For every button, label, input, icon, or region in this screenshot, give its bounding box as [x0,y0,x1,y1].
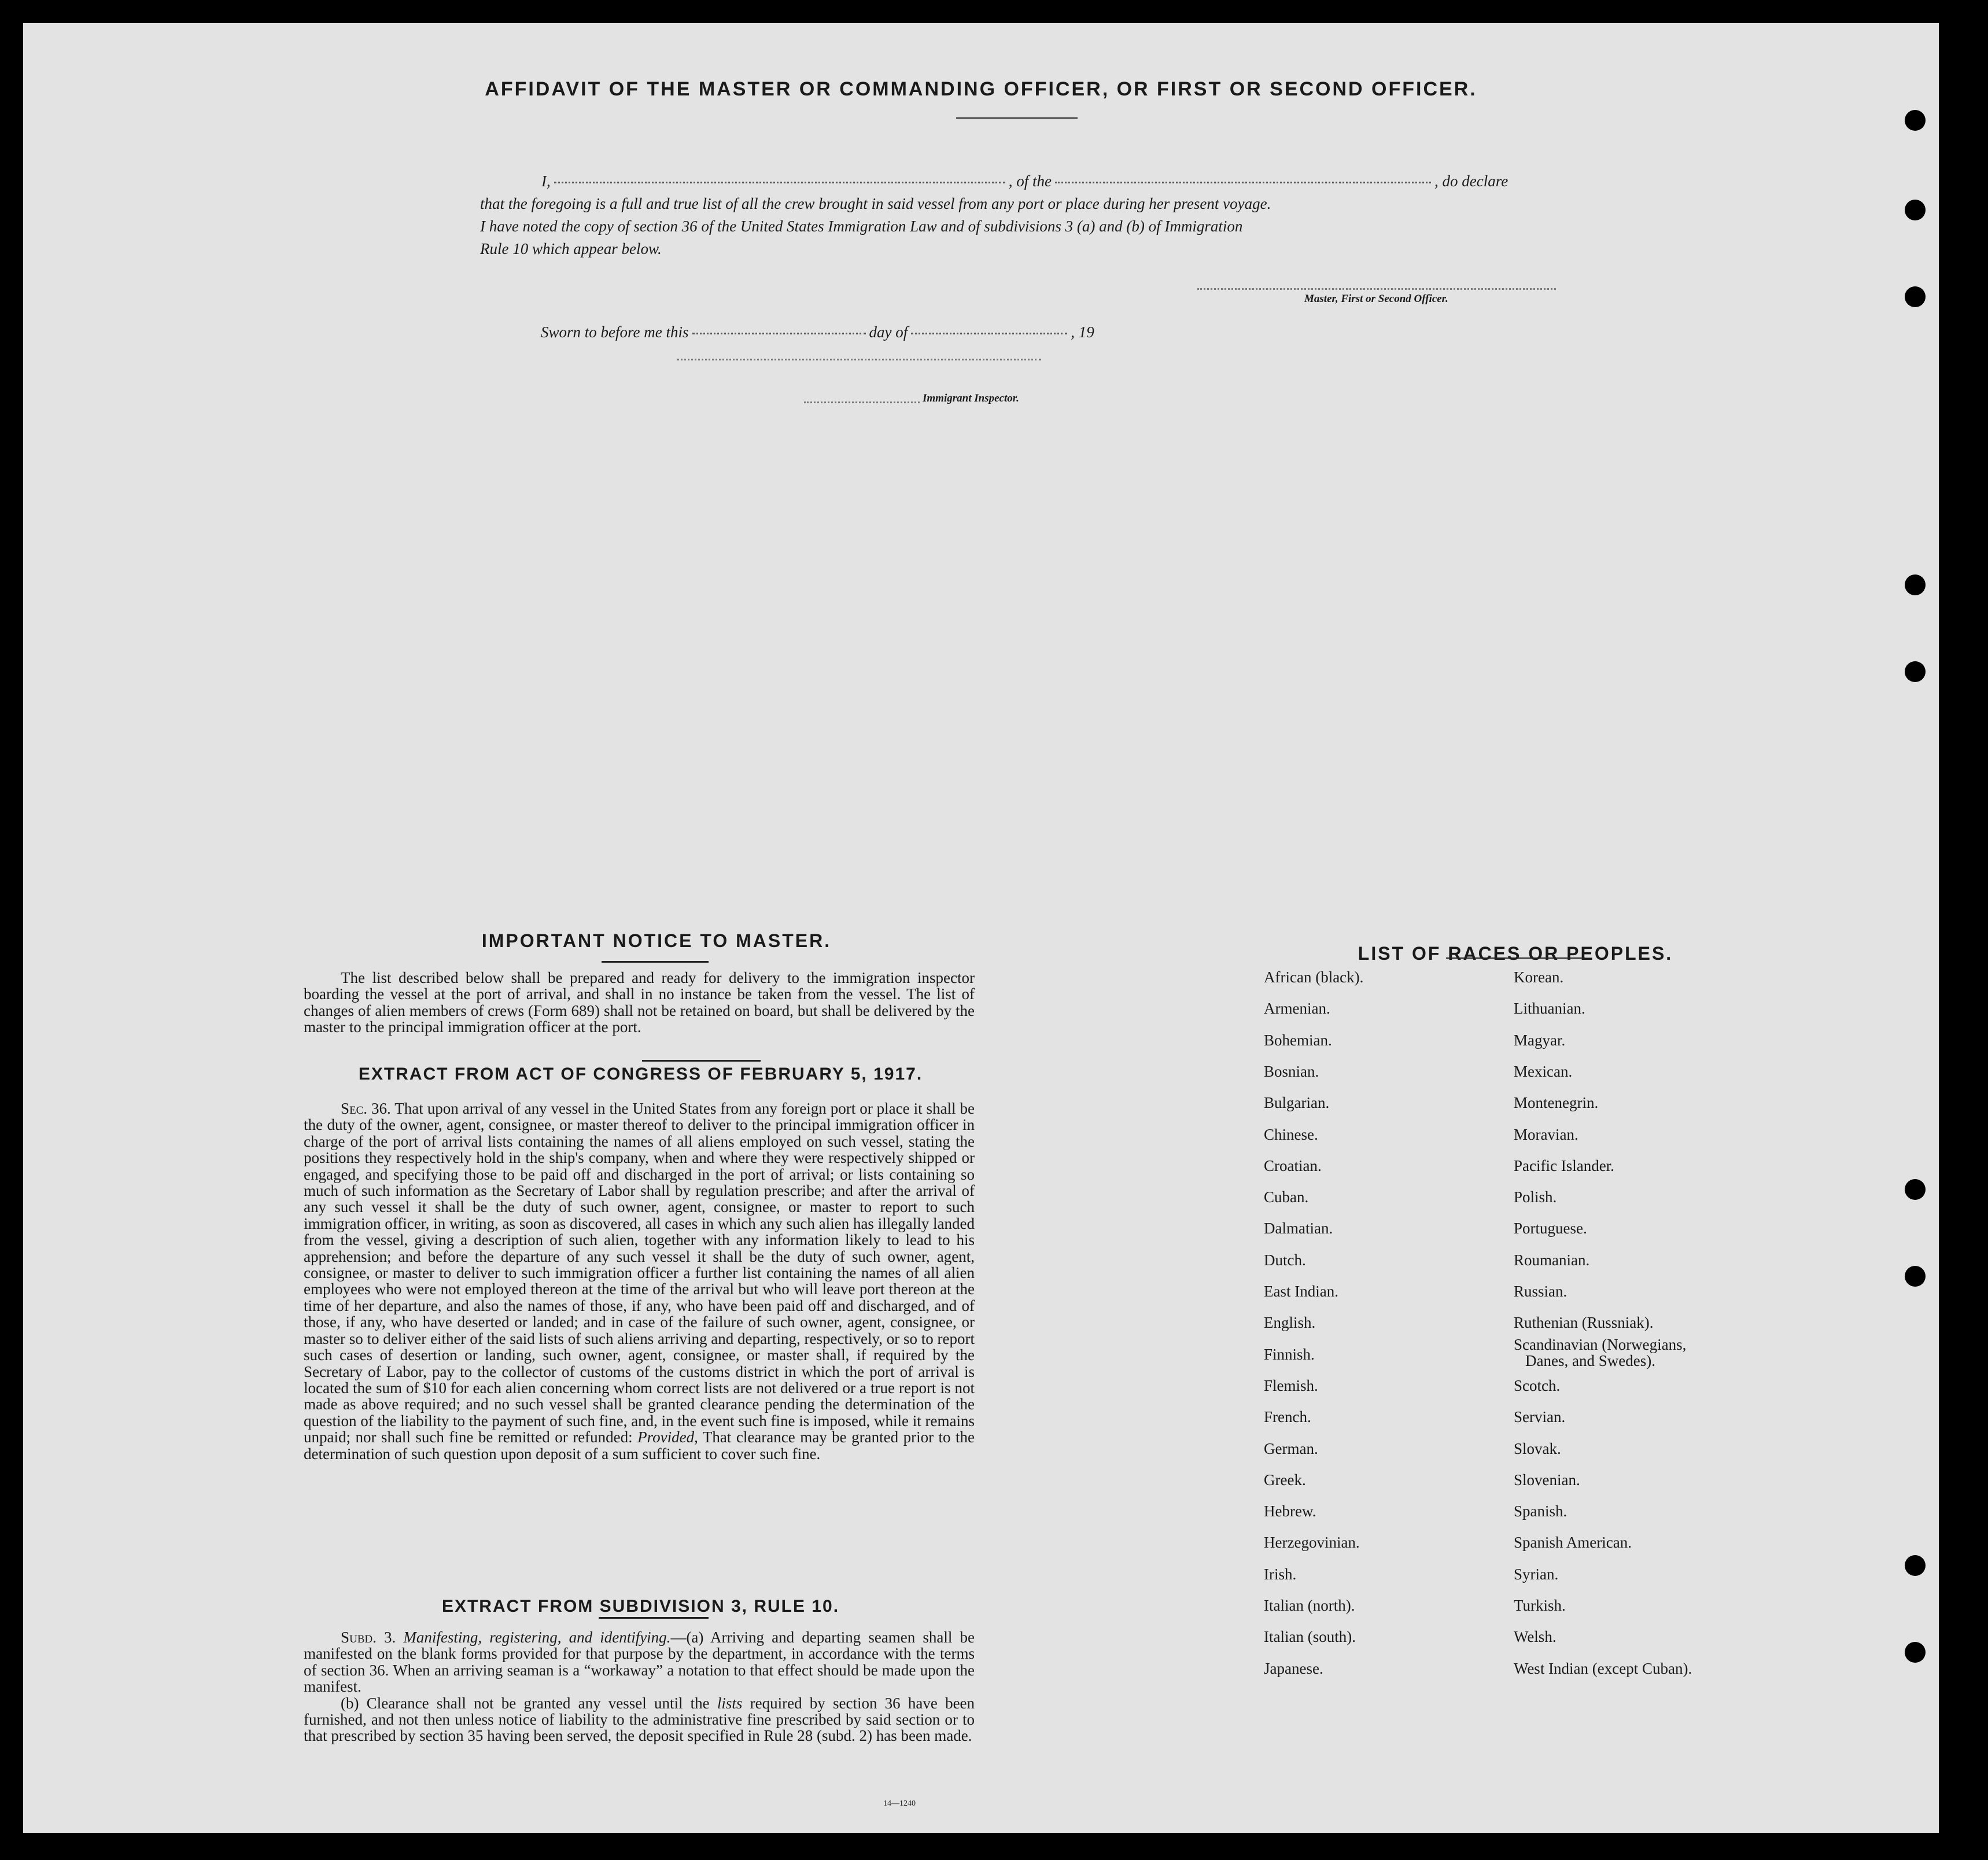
race-item: Flemish. [1264,1376,1318,1394]
race-item: Armenian. [1264,1000,1330,1018]
act-extract-body: Sec. 36. That upon arrival of any vessel in the United States from any foreign port or place it shall be the duty of the owner, agent, consignee, or master thereof to deliver to the principal immigration officer in charge of the port of arrival lists containing the names of all aliens employed on such vessel, stating the positions they respectively hold in the ship's company, when and where they were respectively shipped or engaged, and specifying those to be paid off and discharged in the port of arrival; or lists containing so much of such information as the Secretary of Labor shall by regulation prescribe; and after the arrival of any such vessel it shall be the duty of such owner, agent, consignee, or master to report to such immigration officer, in writing, as soon as discovered, all cases in which any such alien has illegally landed from the vessel, giving a description of such alien, together with any information likely to lead to his apprehension; and before the departure of any such vessel it shall be the duty of such owner, agent, consignee, or master to deliver to such immigration officer a further list containing the names of all alien employees who were not employed thereon at the time of the arrival but who will leave port thereon at the time of her departure, and also the names of those, if any, who have been paid off and discharged, and of those, if any, who have deserted or landed; and in case of the failure of such owner, agent, consignee, or master so to deliver either of the said lists of such aliens arriving and departing, respectively, or so to report such cases of desertion or landing, such owner, agent, consignee, or master shall, if required by the Secretary of Labor, pay to the collector of customs of the customs district in which the port of arrival is located the sum of $10 for each alien concerning whom correct lists are not delivered or a true report is not made as above required; and no such vessel shall be granted clearance pending the determination of the question of the liability to the payment of such fine, and, in the event such fine is imposed, while it remains unpaid; nor shall such fine be remitted or refunded: Provided, That clearance may be granted prior to the determination of such question upon deposit of a sum sufficient to cover such fine. [304,1100,975,1463]
binder-hole [1905,1642,1926,1663]
rule-extract-title: EXTRACT FROM SUBDIVISION 3, RULE 10. [441,1597,840,1616]
binder-hole [1905,110,1926,131]
race-item: German. [1264,1439,1318,1457]
race-item: Bulgarian. [1264,1094,1330,1112]
race-item: Dutch. [1264,1251,1306,1269]
binder-hole [1905,1555,1926,1576]
race-item: Slovenian. [1514,1471,1580,1489]
race-item: Roumanian. [1514,1251,1590,1269]
officer-signature-label: Master, First or Second Officer. [1304,293,1448,305]
race-item: Japanese. [1264,1659,1323,1677]
inspector-label: Immigrant Inspector. [923,392,1019,404]
race-item: Montenegrin. [1514,1094,1599,1112]
race-item: Polish. [1514,1188,1557,1206]
race-item: Portuguese. [1514,1220,1587,1237]
race-item: Italian (south). [1264,1628,1356,1646]
race-item: Irish. [1264,1565,1297,1583]
inspector-signature-lead [804,402,920,403]
declaration-line-4: Rule 10 which appear below. [480,240,662,257]
rule-extract-divider [599,1617,709,1619]
declaration-line-2: that the foregoing is a full and true list of all the crew brought in said vessel from any port or place during her present voyage. [480,195,1271,212]
act-extract-title: EXTRACT FROM ACT OF CONGRESS OF FEBRUARY 5, 1917. [358,1065,923,1084]
sworn-prefix: Sworn to before me this [541,323,689,341]
declare-of-the: , of the [1008,172,1052,190]
inspector-signature-line[interactable] [677,359,1041,360]
section-label: Sec. 36. [341,1100,391,1117]
rule-extract-body: Subd. 3. Manifesting, registering, and identifying.—(a) Arriving and departing seamen shall be manifested on the blank forms provided for that purpose by the department, in accordance with the terms of section 36. When an arriving seaman is a “workaway” a notation to that effect should be made upon the manifest. (b) Clearance shall not be granted any vessel until the lists required by section 36 have been furnished, and not then unless notice of liability to the administrative fine prescribed by said section or to that prescribed by section 35 having been served, the deposit specified in Rule 28 (subd. 2) has been made. [304,1629,975,1745]
vessel-name-field[interactable] [1055,182,1431,183]
race-item: French. [1264,1408,1311,1426]
notice-title: IMPORTANT NOTICE TO MASTER. [481,930,832,951]
race-item: Hebrew. [1264,1502,1316,1520]
race-item: Syrian. [1514,1565,1559,1583]
race-item: Ruthenian (Russniak). [1514,1314,1654,1332]
race-item: Chinese. [1264,1125,1318,1143]
race-item: Pacific Islander. [1514,1156,1614,1174]
race-item: Korean. [1514,968,1564,986]
form-page [23,23,1939,1833]
races-title: LIST OF RACES OR PEOPLES. [1358,943,1673,964]
race-item: Spanish American. [1514,1534,1632,1552]
binder-hole [1905,200,1926,220]
declaration-line-3: I have noted the copy of section 36 of the United States Immigration Law and of subdivisions 3 (a) and (b) of Immigration [480,218,1243,235]
race-item: Scandinavian (Norwegians, Danes, and Swedes). [1514,1335,1687,1369]
officer-signature-line[interactable] [1197,288,1556,290]
race-item: East Indian. [1264,1283,1338,1300]
race-item: Cuban. [1264,1188,1309,1206]
race-item: Bosnian. [1264,1062,1319,1080]
notice-end-rule [642,1060,761,1062]
declare-i: I, [541,172,551,190]
race-item: Servian. [1514,1408,1566,1426]
race-item: African (black). [1264,968,1364,986]
sworn-day-of: day of [869,323,908,341]
race-item: Moravian. [1514,1125,1578,1143]
race-item: English. [1264,1314,1316,1332]
notice-body: The list described below shall be prepared and ready for delivery to the immigration inspector boarding the vessel at the port of arrival, and shall in no instance be taken from the vessel. The list of changes of alien members of crews (Form 689) shall not be retained on board, but shall be delivered by the master to the principal immigration officer at the port. [304,969,975,1036]
race-item: Herzegovinian. [1264,1534,1360,1552]
affidavit-title: AFFIDAVIT OF THE MASTER OR COMMANDING OFFICER, OR FIRST OR SECOND OFFICER. [485,78,1477,100]
race-item: Bohemian. [1264,1031,1332,1049]
binder-hole [1905,1266,1926,1287]
sworn-year: , 19 [1071,323,1094,341]
race-item: Magyar. [1514,1031,1566,1049]
race-item: Finnish. [1264,1345,1315,1363]
race-item: Lithuanian. [1514,1000,1585,1018]
race-item: Scotch. [1514,1376,1561,1394]
races-divider [1446,957,1585,959]
race-item: Slovak. [1514,1439,1561,1457]
race-item: Croatian. [1264,1156,1322,1174]
title-divider [956,117,1078,119]
affidavit-declaration [480,170,1579,260]
binder-hole [1905,661,1926,682]
race-item: Mexican. [1514,1062,1573,1080]
race-item: Welsh. [1514,1628,1557,1646]
sworn-month-field[interactable] [911,333,1067,334]
race-item: Dalmatian. [1264,1220,1333,1237]
race-item: Turkish. [1514,1597,1566,1614]
declarant-name-field[interactable] [554,182,1005,183]
binder-hole [1905,574,1926,595]
race-item: West Indian (except Cuban). [1514,1659,1692,1677]
declare-do-declare: , do declare [1434,172,1508,190]
sworn-line [541,321,1094,344]
binder-hole [1905,1179,1926,1200]
race-item: Greek. [1264,1471,1306,1489]
notice-divider [602,961,709,963]
form-number: 14—1240 [883,1799,916,1808]
binder-hole [1905,286,1926,307]
race-item: Italian (north). [1264,1597,1355,1614]
race-item: Spanish. [1514,1502,1567,1520]
race-item: Russian. [1514,1283,1567,1300]
sworn-day-field[interactable] [692,333,866,334]
